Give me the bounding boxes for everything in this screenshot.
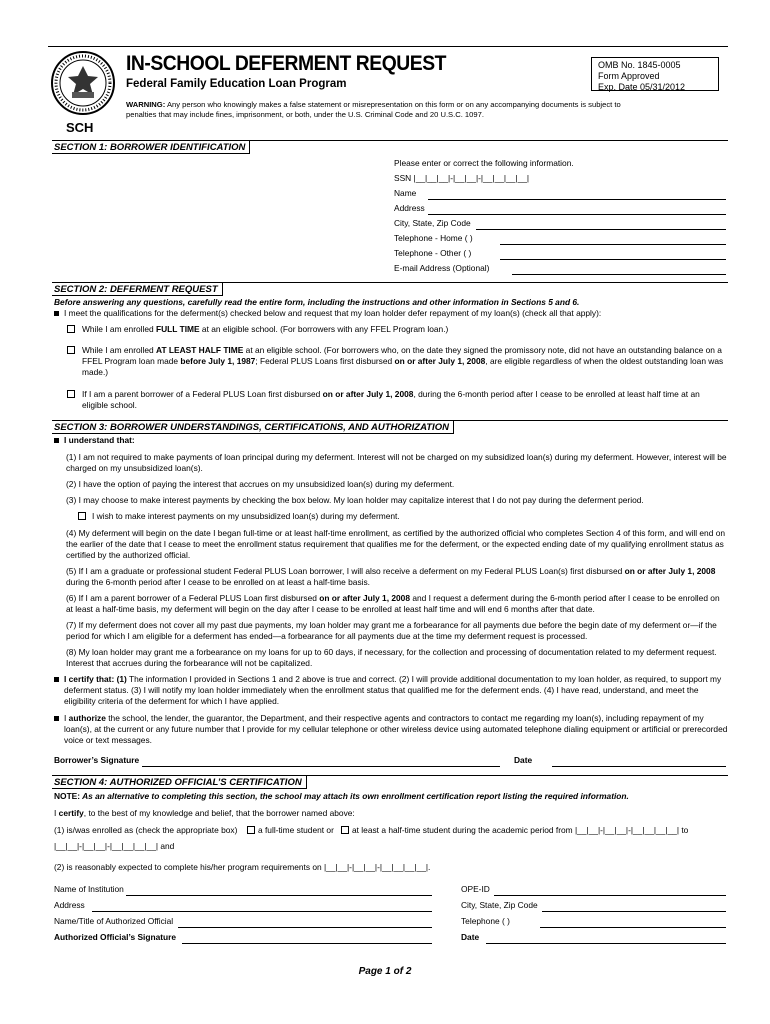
understanding-2: (2) I have the option of paying the interest that accrues on my unsubsidized loan(s) during my deferment. <box>66 479 455 489</box>
phone-home-field[interactable] <box>500 244 726 245</box>
ssn-field[interactable]: SSN |__|__|__|-|__|__|-|__|__|__|__| <box>394 173 530 183</box>
official-name-field[interactable] <box>178 927 432 928</box>
option-half-time: While I am enrolled AT LEAST HALF TIME at an eligible school. (For borrowers who, on the date they signed the promissory note, did not have an outstanding balance on a FFEL Program loan made before July 1, 1987; Federal PLUS Loans first disbursed on or after July 1, 2008, are eligible regardless of when the oldest outstanding loan was made.) <box>82 345 724 377</box>
omb-number: OMB No. 1845-0005 <box>598 60 681 70</box>
parent-plus-checkbox[interactable] <box>67 390 75 398</box>
address-label: Address <box>394 203 425 213</box>
bullet-icon <box>54 438 59 443</box>
official-signature-field[interactable] <box>182 943 432 944</box>
official-name-label: Name/Title of Authorized Official <box>54 916 174 926</box>
interest-payment-label: I wish to make interest payments on my unsubsidized loan(s) during my deferment. <box>92 511 400 521</box>
option-full-time: While I am enrolled FULL TIME at an eligible school. (For borrowers with any FFEL Program loan.) <box>82 324 449 334</box>
email-field[interactable] <box>512 274 726 275</box>
certification-statement: I certify that: (1) The information I provided in Sections 1 and 2 above is true and correct. (2) I will provide additional documentation to my loan holder, as required, to support my deferment status. (3) I will notify my loan holder immediately when the enrollment status that qualified me for the deferment ends. (4) I have read, understand, and meet the eligibility criteria of the deferment for which I have applied. <box>64 674 722 706</box>
understanding-8: (8) My loan holder may grant me a forbearance on my loans for up to 60 days, if necessary, for the collection and processing of documentation related to my deferment request. Interest that accrues during the forbearance will not be capitalized. <box>66 647 717 668</box>
opeid-label: OPE-ID <box>461 884 490 894</box>
section1-instruction: Please enter or correct the following information. <box>394 158 574 168</box>
option-parent-plus: If I am a parent borrower of a Federal PLUS Loan first disbursed on or after July 1, 2008, during the 6-month period after I cease to be enrolled at least half time at an eligible school. <box>82 389 700 410</box>
section4-heading: SECTION 4: AUTHORIZED OFFICIAL’S CERTIFICATION <box>52 775 728 789</box>
page-number: Page 1 of 2 <box>358 966 412 977</box>
section2-intro: Before answering any questions, carefully read the entire form, including the instructions and other information in Sections 5 and 6. <box>54 297 580 307</box>
section4-note: NOTE: As an alternative to completing this section, the school may attach its own enrollment certification report listing the required information. <box>54 791 629 801</box>
school-address-label: Address <box>54 900 85 910</box>
city-label: City, State, Zip Code <box>394 218 471 228</box>
phone-other-label: Telephone - Other ( ) <box>394 248 472 258</box>
bullet-icon <box>54 677 59 682</box>
school-city-label: City, State, Zip Code <box>461 900 538 910</box>
name-field[interactable] <box>428 199 726 200</box>
official-signature-label: Authorized Official’s Signature <box>54 932 177 942</box>
form-title: IN-SCHOOL DEFERMENT REQUEST <box>126 52 446 75</box>
authorization-statement: I authorize the school, the lender, the guarantor, the Department, and their respective agents and contractors to contact me regarding my loan(s), including repayment of my loan(s), at the current or any future number that I provide for my cellular telephone or other wireless device using automated telephone dialing equipment or artificial or prerecorded voice or text messages. <box>64 713 728 745</box>
section1-heading: SECTION 1: BORROWER IDENTIFICATION <box>52 140 728 154</box>
understanding-1: (1) I am not required to make payments of loan principal during my deferment. Interest will not be charged on my subsidized loan(s) during my deferment. However, interest will be charged on my unsubsidized loan(s). <box>66 452 727 473</box>
omb-box <box>591 57 719 91</box>
full-time-student-checkbox[interactable] <box>247 826 255 834</box>
phone-home-label: Telephone - Home ( ) <box>394 233 473 243</box>
understanding-7: (7) If my deferment does not cover all my past due payments, my loan holder may grant me a forbearance for all payments due before the begin date of my deferment or—if the period for which I am eligible for a deferment has ended—a forbearance for all payments due at the time my deferment request is processed. <box>66 620 717 641</box>
official-date-field[interactable] <box>486 943 726 944</box>
understanding-6: (6) If I am a parent borrower of a Federal PLUS Loan first disbursed on or after July 1, 2008 and I request a deferment during the 6-month period after I cease to be enrolled on at least a half-time basis, my deferment will begin on the day after I cease to be enrolled at least half time and will end 6 months after that date. <box>66 593 720 614</box>
understanding-5: (5) If I am a graduate or professional student Federal PLUS Loan borrower, I will also receive a deferment on my Federal PLUS Loan(s) first disbursed on or after July 1, 2008 during the 6-month period after I cease to be enrolled on at least a half-time basis. <box>66 566 716 587</box>
department-seal-icon <box>50 50 116 116</box>
full-time-checkbox[interactable] <box>67 325 75 333</box>
section2-heading: SECTION 2: DEFERMENT REQUEST <box>52 282 728 296</box>
top-rule <box>48 46 728 47</box>
borrower-signature-field[interactable] <box>142 766 500 767</box>
email-label: E-mail Address (Optional) <box>394 263 490 273</box>
institution-label: Name of Institution <box>54 884 124 894</box>
academic-period-from[interactable]: at least a half-time student during the academic period from |__|__|-|__|__|-|__|__|__|__| to <box>352 825 689 835</box>
institution-field[interactable] <box>126 895 432 896</box>
phone-other-field[interactable] <box>500 259 726 260</box>
understand-label: I understand that: <box>64 435 135 445</box>
city-field[interactable] <box>476 229 726 230</box>
form-code: SCH <box>66 120 94 135</box>
full-time-student-label: a full-time student or <box>258 825 334 835</box>
school-telephone-label: Telephone ( ) <box>461 916 510 926</box>
half-time-student-checkbox[interactable] <box>341 826 349 834</box>
school-telephone-field[interactable] <box>540 927 726 928</box>
half-time-checkbox[interactable] <box>67 346 75 354</box>
school-address-field[interactable] <box>92 911 432 912</box>
address-field[interactable] <box>428 214 726 215</box>
understanding-3: (3) I may choose to make interest payments by checking the box below. My loan holder may capitalize interest that I do not pay during the deferment period. <box>66 495 644 505</box>
form-subtitle: Federal Family Education Loan Program <box>126 78 347 90</box>
borrower-signature-label: Borrower’s Signature <box>54 755 140 765</box>
opeid-field[interactable] <box>494 895 726 896</box>
bullet-icon <box>54 716 59 721</box>
official-date-label: Date <box>461 932 480 942</box>
academic-period-to[interactable]: |__|__|-|__|__|-|__|__|__|__| and <box>54 841 175 851</box>
completion-date[interactable]: (2) is reasonably expected to complete his/her program requirements on |__|__|-|__|__|-|__|__|__|__|. <box>54 862 431 872</box>
warning-text: WARNING: Any person who knowingly makes a false statement or misrepresentation on this form or on any accompanying documents is subject to penalties that may include fines, imprisonment, or both, under the U.S. Criminal Code and 20 U.S.C. 1097. <box>126 100 621 119</box>
understanding-4: (4) My deferment will begin on the date I began full-time or at least half-time enrollment, as certified by the authorized official who completes Section 4 of this form, and will end on the earlier of the date that I cease to meet the enrollment status requirement that qualifies me for the deferment, or the expected ending date of my qualifying enrollment status as certified by the authorized official. <box>66 528 726 560</box>
section3-heading: SECTION 3: BORROWER UNDERSTANDINGS, CERTIFICATIONS, AND AUTHORIZATION <box>52 420 728 434</box>
bullet-icon <box>54 311 59 316</box>
expiration-date: Exp. Date 05/31/2012 <box>598 82 686 92</box>
section2-meet: I meet the qualifications for the deferment(s) checked below and request that my loan holder defer repayment of my loan(s) (check all that apply): <box>64 308 602 318</box>
school-city-field[interactable] <box>542 911 726 912</box>
name-label: Name <box>394 188 417 198</box>
borrower-date-field[interactable] <box>552 766 726 767</box>
interest-payment-checkbox[interactable] <box>78 512 86 520</box>
section4-certify: I certify, to the best of my knowledge and belief, that the borrower named above: <box>54 808 355 818</box>
borrower-date-label: Date <box>514 755 533 765</box>
enrollment-line-label: (1) is/was enrolled as (check the appropriate box) <box>54 825 238 835</box>
form-approved: Form Approved <box>598 71 660 81</box>
